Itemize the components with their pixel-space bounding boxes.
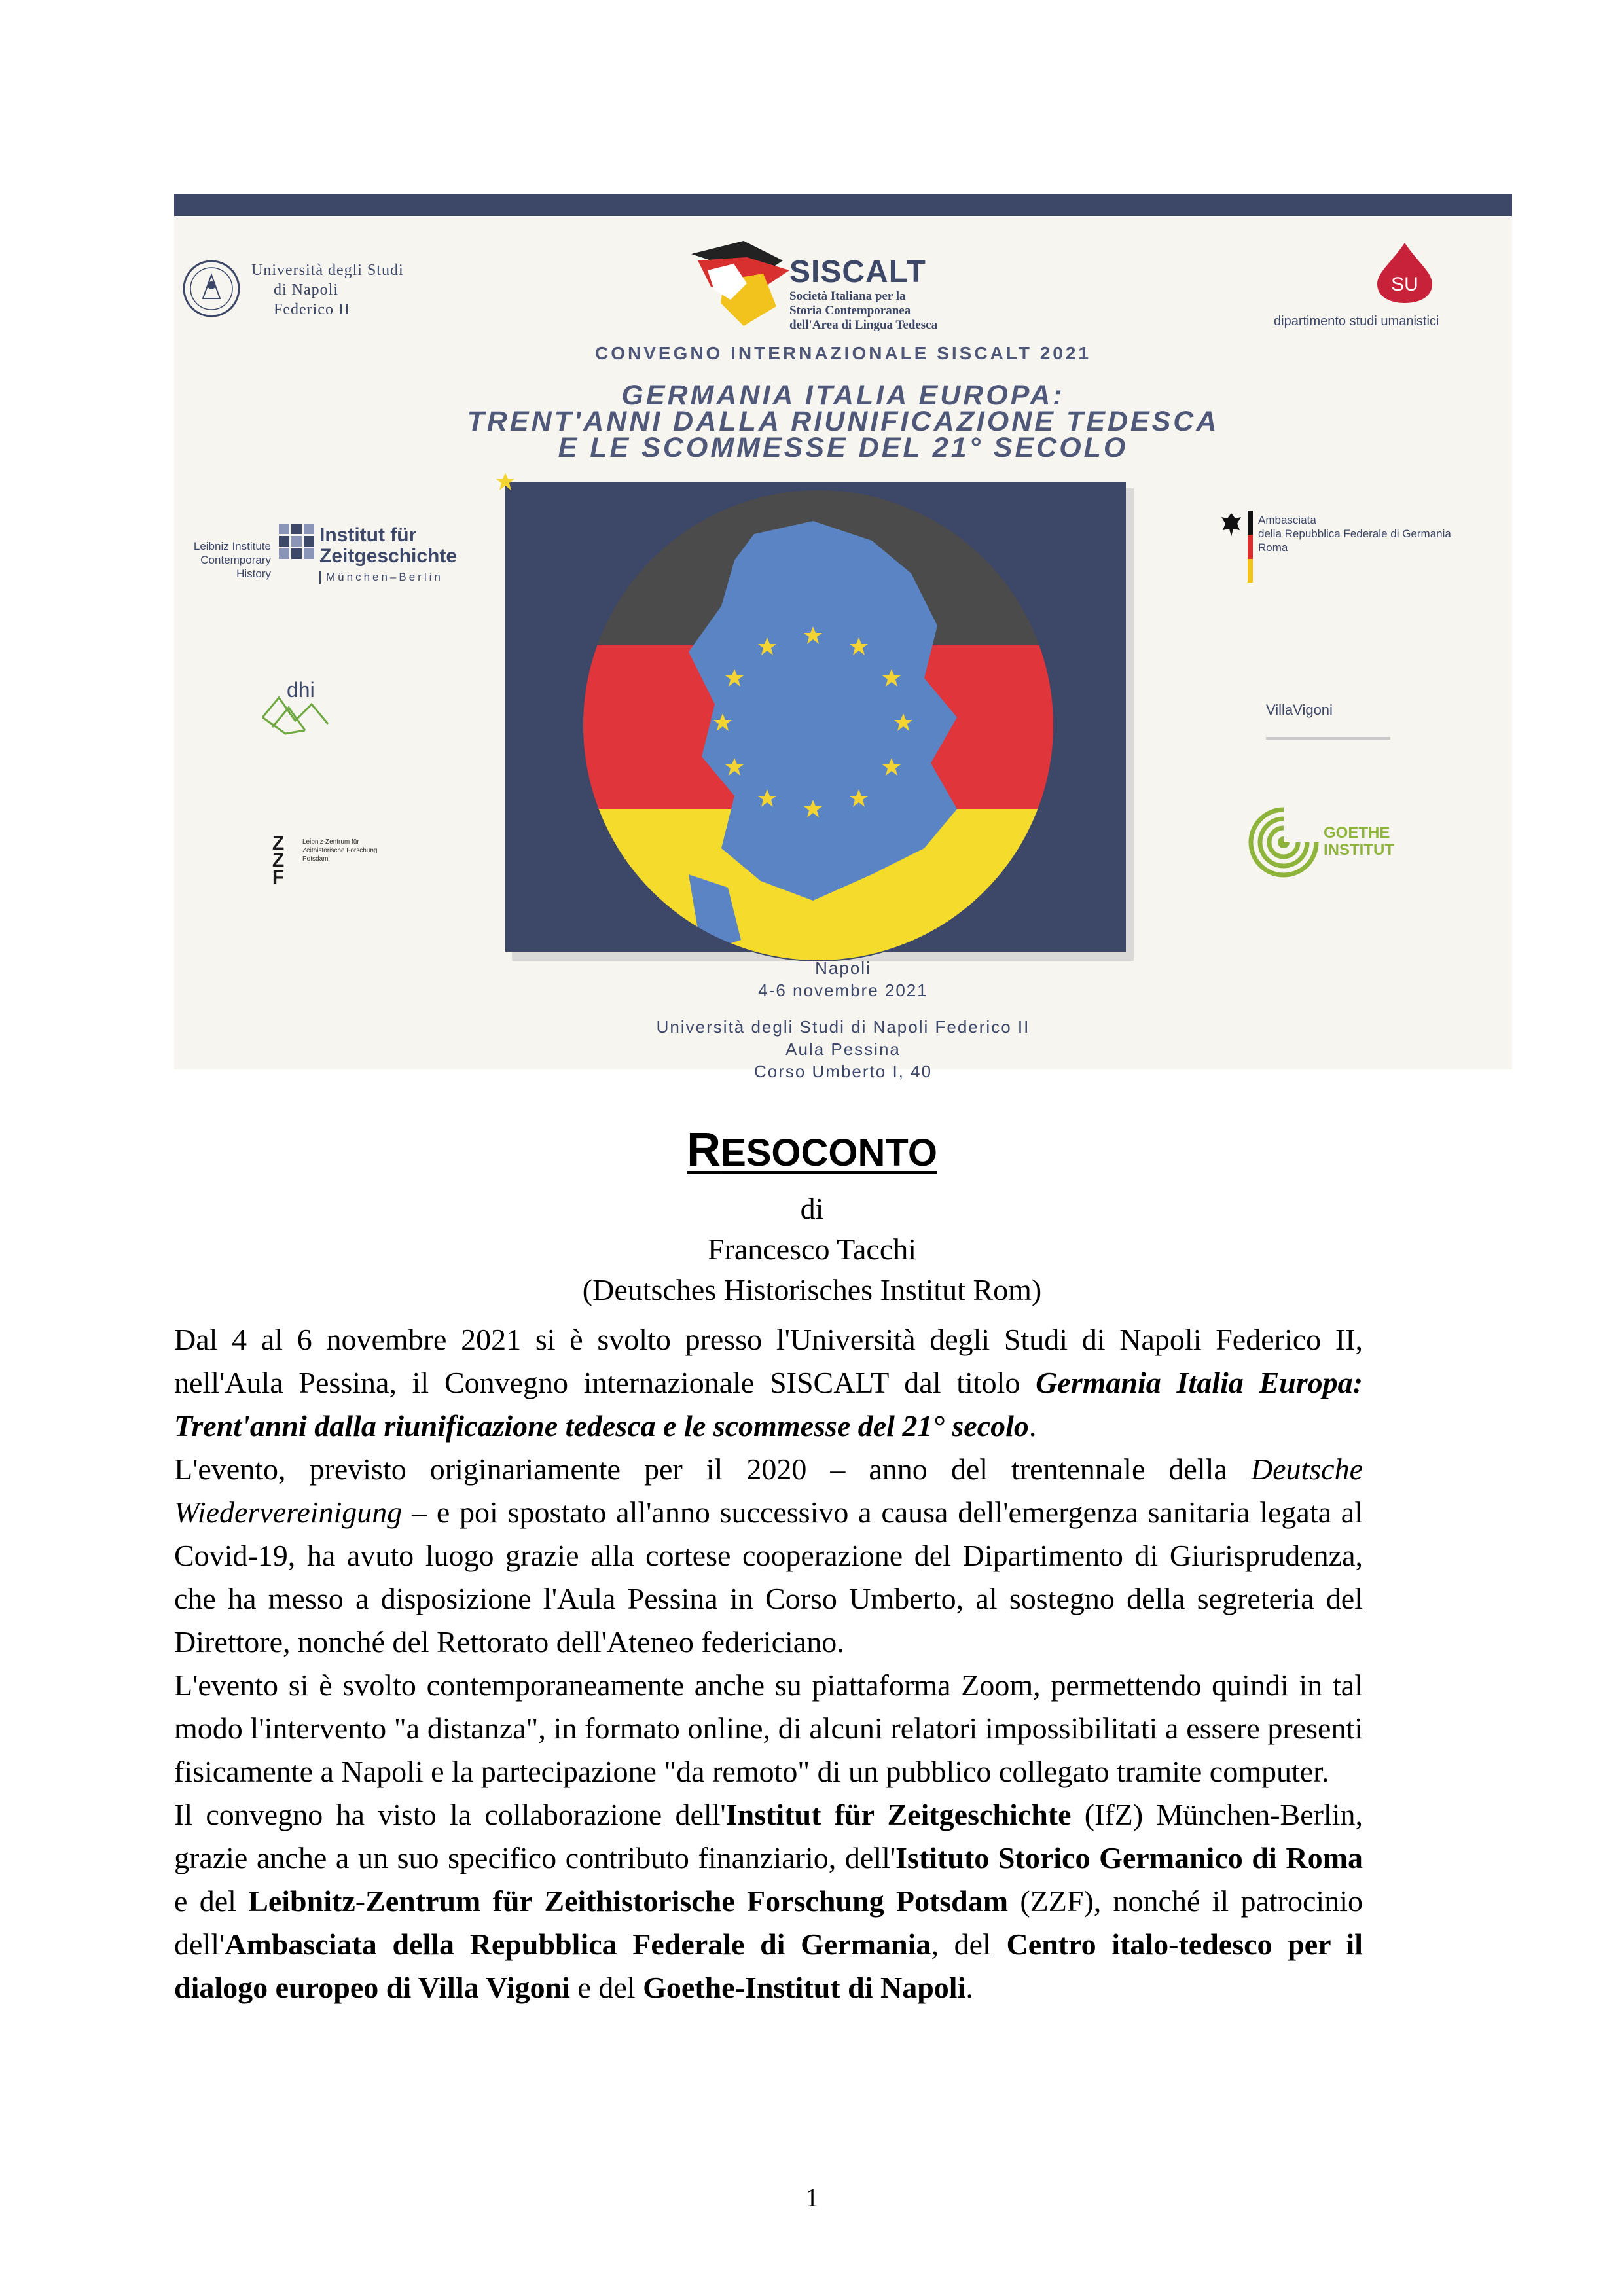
zzf-small-text: Leibniz-Zentrum für Zeithistorische Forschung Potsdam: [302, 838, 378, 863]
p4-t2: (IfZ) München-Berlin, grazie anche a un suo specifico contributo finanziario, dell': [174, 1798, 1363, 1874]
villa-vigoni-logo: VillaVigoni: [1266, 702, 1333, 718]
ambasciata-line3: Roma: [1258, 541, 1288, 554]
venue-address: Corso Umberto I, 40: [753, 1062, 933, 1081]
page-number: 1: [805, 2183, 819, 2212]
p4-t5: , del: [931, 1928, 1007, 1961]
unina-seal-icon: [182, 259, 241, 318]
poster-title-line2: TRENT'ANNI DALLA RIUNIFICAZIONE TEDESCA: [467, 406, 1219, 437]
author-affiliation: (Deutsches Historisches Institut Rom): [582, 1273, 1042, 1306]
convegno-title: CONVEGNO INTERNAZIONALE SISCALT 2021: [594, 343, 1091, 363]
p4-goethe: Goethe-Institut di Napoli: [643, 1971, 966, 2004]
goethe-logo-text: [1324, 825, 1394, 859]
ifz-title-line2: Zeitgeschichte: [319, 545, 458, 567]
siscalt-sub-line2: Storia Contemporanea: [789, 304, 911, 317]
unina-logo-text: [251, 260, 404, 319]
venue-info: [174, 957, 1512, 1083]
poster-title-line1: GERMANIA ITALIA EUROPA:: [621, 380, 1065, 411]
unina-line2: di Napoli: [274, 281, 338, 298]
p4-t3: e del: [174, 1884, 249, 1918]
venue-university: Università degli Studi di Napoli Federico II: [656, 1017, 1030, 1037]
byline: [0, 1189, 1624, 1310]
paragraph-1: [174, 1318, 1363, 1448]
p4-ifz: Institut für Zeitgeschichte: [725, 1798, 1072, 1831]
siscalt-logo-icon: [685, 234, 796, 332]
villa-vigoni-subtitle-rule: [1266, 737, 1390, 740]
paragraph-2: [174, 1448, 1363, 1664]
conference-poster: [174, 194, 1512, 1081]
dsu-badge: SU: [1391, 274, 1418, 295]
unina-line3: Federico II: [274, 301, 350, 318]
byline-di: di: [800, 1192, 824, 1225]
german-eagle-icon: [1220, 512, 1242, 538]
paragraph-3: L'evento si è svolto contemporaneamente anche su piattaforma Zoom, permettendo quindi in tal modo l'intervento "a distanza", in formato online, di alcuni relatori impossibilitati a essere presenti fisicamente a Napoli e la partecipazione "da remoto" di un pubblico collegato tramite computer.: [174, 1668, 1363, 1788]
ambasciata-line2: della Repubblica Federale di Germania: [1258, 528, 1451, 540]
goethe-line1: GOETHE: [1324, 824, 1390, 842]
ifz-left-line2: Contemporary History: [200, 554, 271, 580]
p4-ambasciata: Ambasciata della Repubblica Federale di Germania: [225, 1928, 931, 1961]
goethe-logo-icon: [1248, 806, 1320, 878]
p4-t1: Il convegno ha visto la collaborazione dell': [174, 1798, 726, 1831]
ifz-leibniz-label: [174, 539, 271, 581]
siscalt-name: SISCALT: [789, 255, 926, 289]
siscalt-subtitle: [789, 289, 937, 332]
german-flag-stripe-icon: [1248, 511, 1253, 583]
zzf-logo-icon: [259, 833, 297, 888]
venue-spacer: [174, 1001, 1512, 1016]
venue-dates: 4-6 novembre 2021: [758, 980, 928, 1000]
siscalt-sub-line1: Società Italiana per la: [789, 289, 906, 303]
ifz-left-line1: Leibniz Institute: [193, 540, 271, 552]
germany-europe-map-illustration: [505, 482, 1134, 961]
svg-text:F: F: [272, 867, 285, 888]
p2-text-b: – e poi spostato all'anno successivo a causa dell'emergenza sanitaria legata al Covid-19, ha avuto luogo grazie alla cortese cooperazione del Dipartimento di Giurisprudenza, che ha messo a disposizione l'Aula Pessina in Corso Umberto, al sostegno della segreteria del Direttore, nonché del Rettorato dell'Ateneo federiciano.: [174, 1496, 1363, 1659]
paragraph-4: [174, 1793, 1363, 2009]
svg-text:Z: Z: [272, 833, 285, 854]
poster-title-line3: E LE SCOMMESSE DEL 21° SECOLO: [558, 432, 1128, 463]
ifz-logo-icon: [279, 524, 314, 559]
svg-text:Z: Z: [272, 850, 285, 871]
p4-zzf: Leibnitz-Zentrum für Zeithistorische Forschung Potsdam: [248, 1884, 1009, 1918]
dsu-label: dipartimento studi umanistici: [1274, 314, 1439, 329]
report-body: [174, 1318, 1363, 2009]
p4-t4: (ZZF), nonché il patrocinio dell': [174, 1884, 1363, 1961]
heading-rest: ESOCONTO: [721, 1132, 937, 1174]
p2-text-a: L'evento, previsto originariamente per il 2020 – anno del trentennale della: [174, 1452, 1251, 1486]
author-name: Francesco Tacchi: [707, 1232, 917, 1266]
poster-main-title: [174, 382, 1512, 461]
p1-conference-title: Germania Italia Europa: Trent'anni dalla riunificazione tedesca e le scommesse del 21° secolo: [174, 1366, 1363, 1443]
ambasciata-line1: Ambasciata: [1258, 514, 1316, 526]
p1-text: Dal 4 al 6 novembre 2021 si è svolto presso l'Università degli Studi di Napoli Federico II, nell'Aula Pessina, il Convegno internazionale SISCALT dal titolo: [174, 1323, 1363, 1399]
goethe-line2: INSTITUT: [1324, 841, 1394, 859]
venue-city: Napoli: [815, 958, 871, 978]
ambasciata-label: [1258, 513, 1451, 554]
poster-top-bar: [174, 194, 1512, 216]
report-heading: [0, 1123, 1624, 1177]
dsu-logo-icon: [1372, 240, 1437, 305]
ifz-title-line1: Institut für: [319, 524, 417, 546]
p4-villa-vigoni: Centro italo-tedesco per il dialogo europeo di Villa Vigoni: [174, 1928, 1363, 2004]
dhi-logo-text: dhi: [287, 678, 315, 702]
p2-italic-term: Deutsche Wiedervereinigung: [174, 1452, 1363, 1529]
unina-line1: Università degli Studi: [251, 262, 404, 279]
ifz-title: [319, 525, 457, 567]
p4-t7: .: [965, 1971, 973, 2004]
heading-initial: R: [687, 1124, 721, 1176]
ifz-city: München–Berlin: [319, 571, 443, 584]
p1-end: .: [1028, 1409, 1037, 1443]
p4-t6: e del: [569, 1971, 643, 2004]
venue-room: Aula Pessina: [785, 1039, 901, 1059]
p4-isgr: Istituto Storico Germanico di Roma: [895, 1841, 1363, 1874]
siscalt-sub-line3: dell'Area di Lingua Tedesca: [789, 318, 938, 332]
